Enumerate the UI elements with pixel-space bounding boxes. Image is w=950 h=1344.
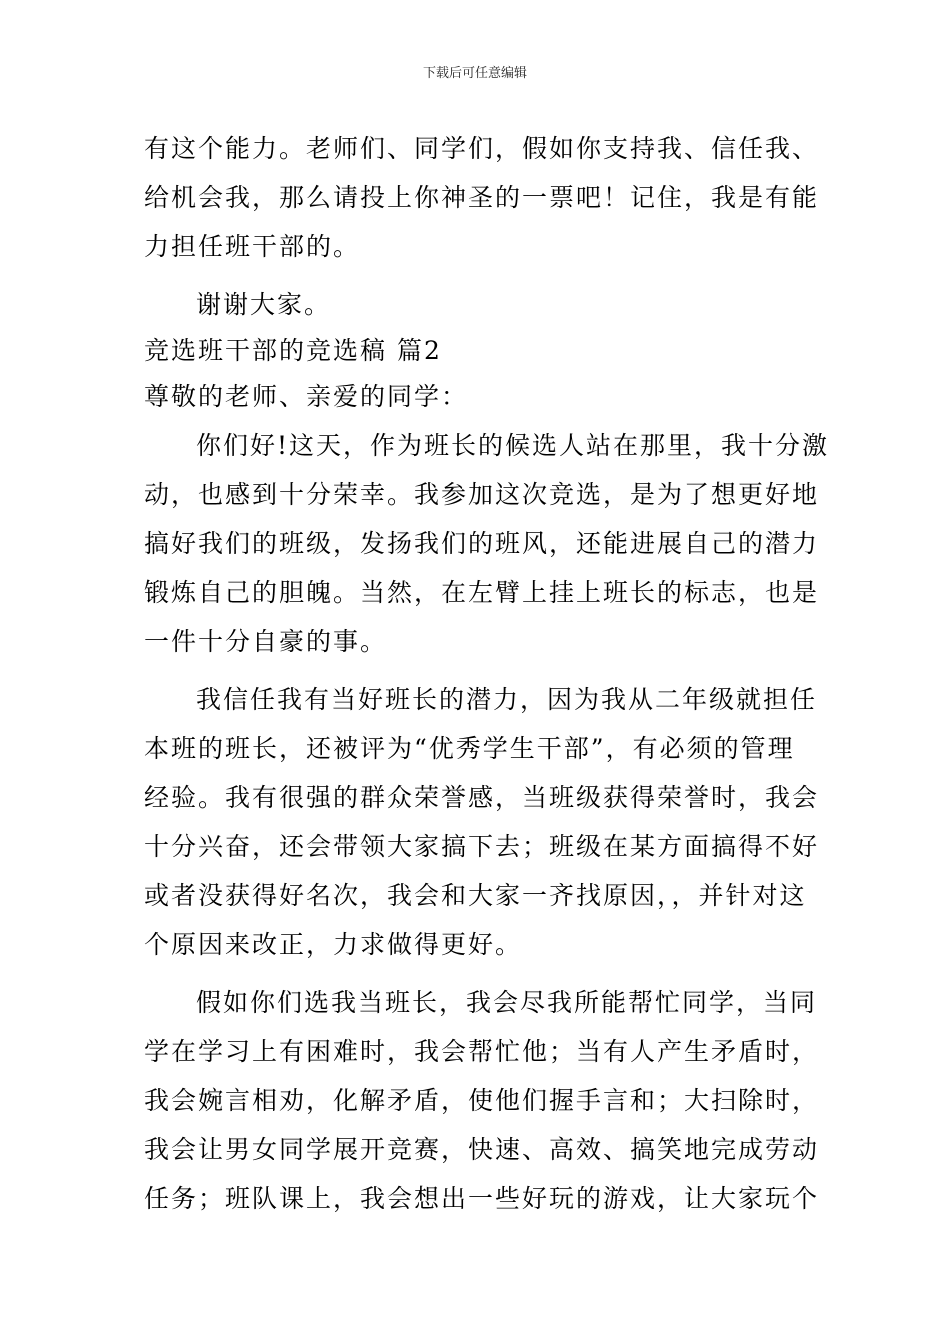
body-line: 十分兴奋，还会带领大家搞下去；班级在某方面搞得不好 (144, 832, 820, 861)
body-line: 搞好我们的班级，发扬我们的班风，还能进展自己的潜力 (144, 529, 820, 558)
page-header-note: 下载后可任意编辑 (422, 66, 527, 81)
body-line: 我信任我有当好班长的潜力，因为我从二年级就担任 (196, 685, 818, 714)
body-line: 个原因来改正，力求做得更好。 (144, 930, 523, 959)
body-line: 有这个能力。老师们、同学们，假如你支持我、信任我、 (144, 134, 820, 163)
body-line: 锻炼自己的胆魄。当然，在左臂上挂上班长的标志，也是 (144, 578, 820, 607)
body-line: 我会让男女同学展开竞赛，快速、高效、搞笑地完成劳动 (144, 1135, 820, 1164)
body-line: 任务；班队课上，我会想出一些好玩的游戏，让大家玩个 (144, 1184, 820, 1213)
body-line: 假如你们选我当班长，我会尽我所能帮忙同学，当同 (196, 988, 818, 1017)
body-line: 动，也感到十分荣幸。我参加这次竞选，是为了想更好地 (144, 480, 820, 509)
body-line: 给机会我，那么请投上你神圣的一票吧！记住，我是有能 (144, 183, 820, 212)
section-heading: 竞选班干部的竞选稿 篇2 (144, 336, 442, 365)
body-line: 力担任班干部的。 (144, 232, 361, 261)
body-line: 你们好!这天，作为班长的候选人站在那里，我十分激 (196, 431, 830, 460)
salutation: 尊敬的老师、亲爱的同学： (144, 382, 469, 411)
body-line: 学在学习上有困难时，我会帮忙他；当有人产生矛盾时， (144, 1037, 820, 1066)
document-body (144, 124, 830, 1223)
body-line: 我会婉言相劝，化解矛盾，使他们握手言和；大扫除时， (144, 1086, 820, 1115)
body-line: 一件十分自豪的事。 (144, 627, 388, 656)
closing-thanks: 谢谢大家。 (196, 290, 332, 319)
body-line: 或者没获得好名次，我会和大家一齐找原因，，并针对这 (144, 881, 807, 910)
body-line: 本班的班长，还被评为“优秀学生干部”，有必须的管理 (144, 734, 795, 763)
body-line: 经验。我有很强的群众荣誉感，当班级获得荣誉时，我会 (144, 783, 820, 812)
